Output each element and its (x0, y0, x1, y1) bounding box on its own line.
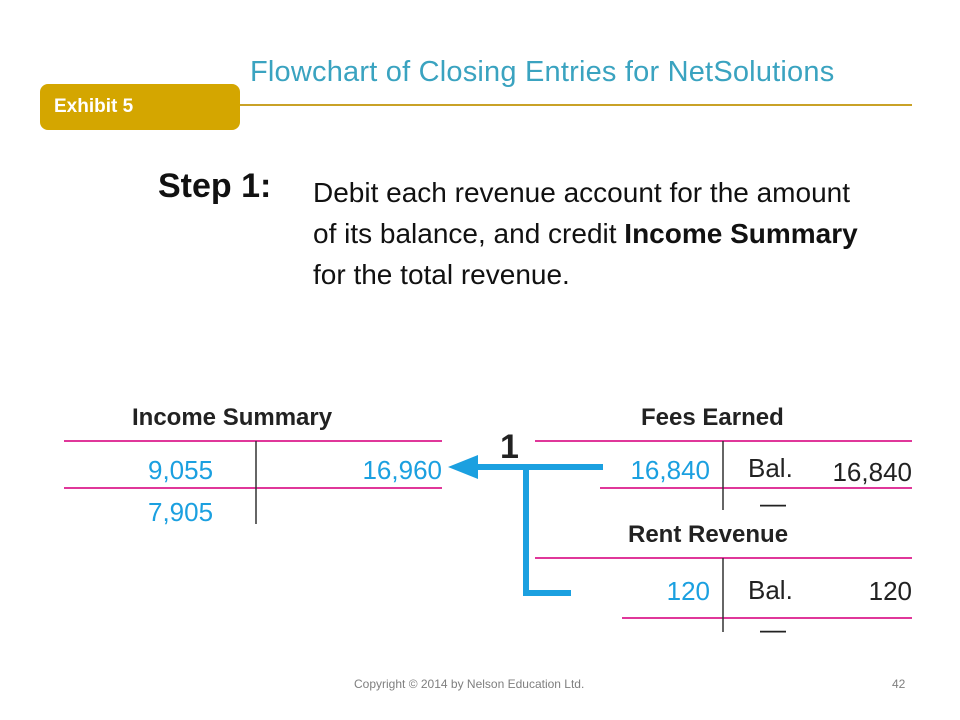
fees-earned-zero-dash: — (760, 488, 786, 518)
step-text-bold: Income Summary (624, 218, 858, 249)
slide-title: Flowchart of Closing Entries for NetSolutions (250, 56, 835, 88)
copyright-notice: Copyright © 2014 by Nelson Education Ltd. (354, 677, 585, 691)
fees-earned-bal-label: Bal. (748, 453, 793, 483)
exhibit-label: Exhibit 5 (54, 96, 134, 117)
closing-step-number: 1 (500, 428, 519, 466)
fees-earned-bal-value: 16,840 (832, 457, 912, 487)
rent-revenue-bal-value: 120 (868, 576, 912, 606)
rent-revenue-debit: 120 (666, 576, 710, 606)
arrow-head (448, 455, 478, 479)
step-text-part1: Debit each revenue account for the amount of its balance, and credit (313, 177, 851, 249)
step-text-part2: for the total revenue. (313, 259, 570, 290)
step-label: Step 1: (158, 167, 272, 205)
income-summary-debit: 9,055 (148, 455, 214, 485)
income-summary-balance: 7,905 (148, 497, 214, 527)
rent-revenue-title: Rent Revenue (628, 521, 789, 548)
rent-revenue-zero-dash: — (760, 614, 786, 644)
fees-earned-title: Fees Earned (641, 404, 784, 431)
closing-flow-arrow (470, 467, 600, 593)
fees-earned-debit: 16,840 (630, 455, 710, 485)
income-summary-title: Income Summary (132, 404, 333, 431)
rent-revenue-bal-label: Bal. (748, 575, 793, 605)
income-summary-credit: 16,960 (362, 455, 442, 485)
page-number: 42 (892, 677, 906, 691)
